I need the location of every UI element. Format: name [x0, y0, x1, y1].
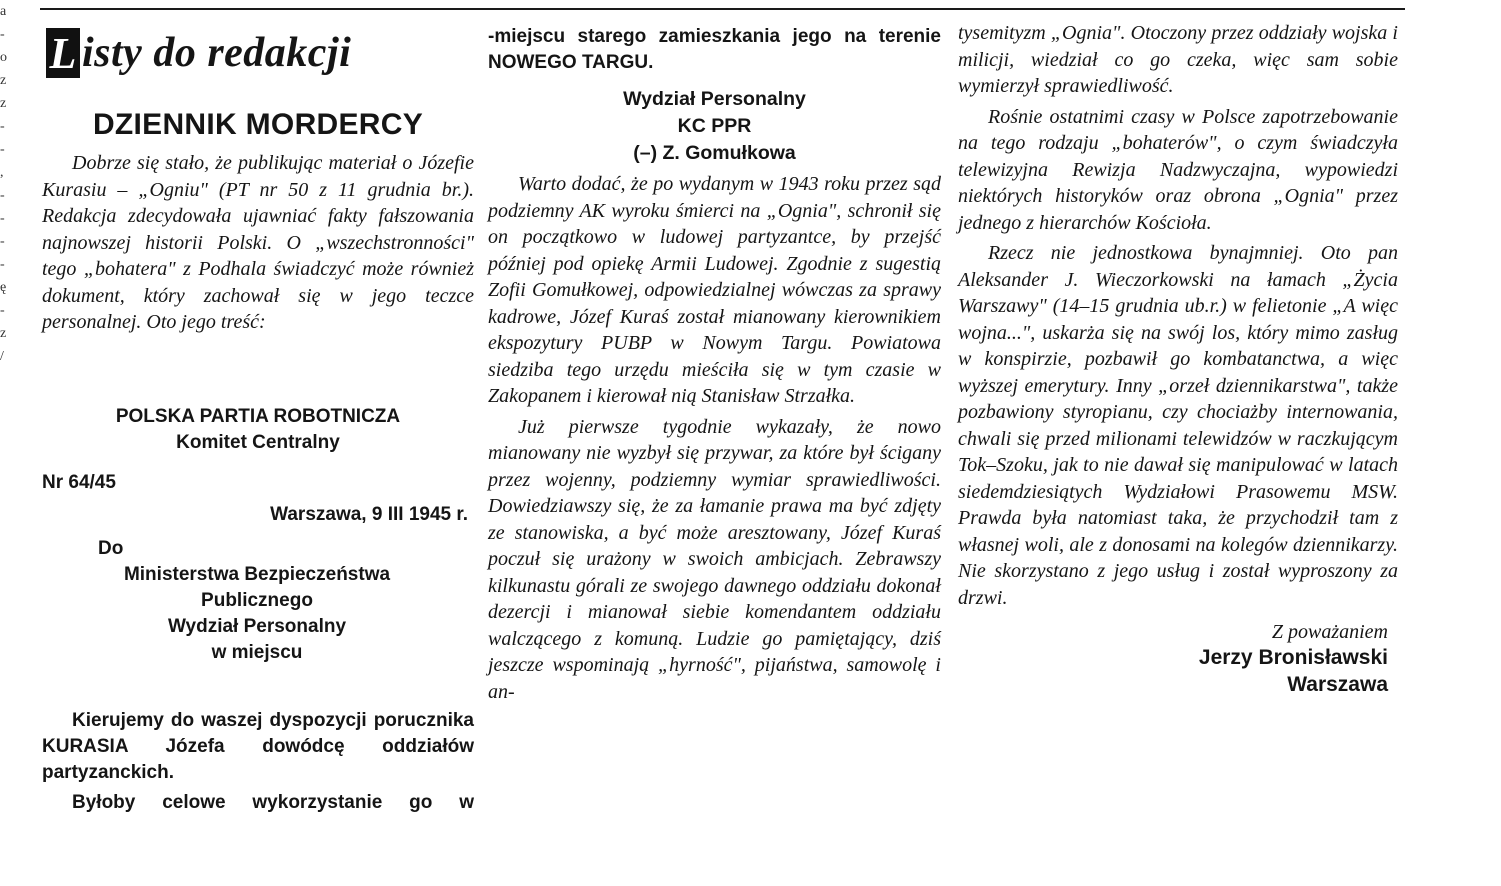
margin-fragment: - — [0, 27, 5, 42]
margin-fragment: - — [0, 119, 5, 134]
section-header — [46, 20, 474, 78]
paragraph: Rzecz nie jednostkowa bynajmniej. Oto pan Aleksander J. Wieczorkowski na łamach „Życia Warszawy" (14–15 grudnia ub.r.) w felietonie „A więc wojna...", uskarża się na swój los, który mimo zasług w konspirzie, pozbawił go kombatanctwa, a więc wyższej emerytury. Inny „orzeł dziennikarstwa", także pozbawiony styropianu, czy chociażby internowania, chwali się przed milionami telewidzów w raczkującym Tok–Szoku, jak to nie dawał się manipulować w latach siedemdziesiątych Wydziałowi Prasowemu MSW. Prawda była natomiast taka, że przychodził tam z własnej woli, ale z donosami na kolegów dziennikarzy. Nie skorzystano z jego usług i został wyproszony za drzwi. — [958, 242, 1398, 609]
document-committee: Komitet Centralny — [176, 431, 340, 453]
signature-line-1: Wydział Personalny — [623, 88, 806, 110]
margin-fragment: , — [0, 165, 4, 180]
document-number: Nr 64/45 — [42, 471, 116, 493]
margin-fragment: - — [0, 142, 5, 157]
margin-fragment: - — [0, 188, 5, 203]
document-body-2-continued: -miejscu starego zamieszkania jego na terenie NOWEGO TARGU. — [488, 26, 941, 73]
margin-fragment: z — [0, 73, 7, 88]
paragraph: tysemityzm „Ognia". Otoczony przez oddziały wojska i milicji, wiedział co go czeka, więc sam sobie wymierzył sprawiedliwość. — [958, 22, 1398, 97]
article-intro: Dobrze się stało, że publikując materiał o Józefie Kurasiu – „Ogniu" (PT nr 50 z 11 grudnia br.). Redakcja zdecydowała ujawniać fakty fałszowania najnowszej historii Polski. O „wszechstronności" tego „bohatera" z Podhala świadczyć może również dokument, który zachował się w jego teczce personalnej. Oto jego treść: — [42, 152, 474, 333]
signature-line-3: (–) Z. Gomułkowa — [633, 142, 796, 164]
section-title: isty do redakcji — [82, 30, 352, 76]
margin-fragment: - — [0, 234, 5, 249]
document-recipient-4: w miejscu — [211, 641, 303, 663]
column-3 — [958, 20, 1398, 698]
document-date: Warszawa, 9 III 1945 r. — [270, 503, 468, 525]
margin-fragment: - — [0, 303, 5, 318]
document-header — [42, 404, 474, 666]
document-body-1: Kierujemy do waszej dyspozycji porucznika KURASIA Józefa dowódcę oddziałów partyzanckich. — [42, 709, 474, 783]
author-name: Jerzy Bronisławski — [1198, 646, 1388, 669]
document-org: POLSKA PARTIA ROBOTNICZA — [115, 405, 401, 427]
margin-fragment: - — [0, 257, 5, 272]
article-title: DZIENNIK MORDERCY — [92, 108, 424, 141]
margin-fragment: o — [0, 50, 7, 65]
document-signature — [488, 86, 941, 167]
column-2 — [488, 20, 941, 709]
margin-fragment: z — [0, 326, 7, 341]
document-recipient-3: Wydział Personalny — [167, 615, 347, 637]
document-recipient-2: Publicznego — [201, 589, 313, 611]
document-body-2: Byłoby celowe wykorzystanie go w — [72, 791, 474, 813]
margin-fragment: a — [0, 4, 7, 19]
column-1 — [42, 20, 474, 820]
letter-closing: Z poważaniem — [1271, 621, 1388, 643]
signature-line-2: KC PPR — [677, 115, 752, 137]
document-recipient-1: Ministerstwa Bezpieczeństwa — [123, 563, 391, 585]
paragraph: Rośnie ostatnimi czasy w Polsce zapotrzebowanie na tego rodzaju „bohaterów", o czym świadczyła telewizyjna Rewizja Nadzwyczajna, wypowiedzi niektórych historyków oraz obrona „Ognia" przez jednego z hierarchów Kościoła. — [958, 105, 1398, 234]
document-to: Do — [98, 537, 124, 559]
margin-fragment: / — [0, 349, 4, 364]
section-initial: L — [46, 28, 80, 78]
margin-fragment: z — [0, 96, 7, 111]
paragraph: Już pierwsze tygodnie wykazały, że nowo mianowany nie wyzbył się przywar, za które był ścigany przez wojenny, podziemny wymiar sprawiedliwości. Dowiedziawszy się, że za łamanie prawa ma być zdjęty ze stanowiska, a być może aresztowany, Józef Kuraś poczuł się urażony w swoich ambicjach. Zebrawszy kilkunastu górali ze swojego dawnego oddziału dokonał dezercji i mianował siebie komendantem oddziału walczącego z komuną. Ludzie go pamiętający, dziś jeszcze wspominają „hyrność", pijaństwa, samowolę i an- — [488, 415, 941, 703]
margin-fragment: ę — [0, 280, 7, 295]
paragraph: Warto dodać, że po wydanym w 1943 roku przez sąd podziemny AK wyroku śmierci na „Ognia", schronił się on początkowo w ludowej partyzantce, by przejść później pod opiekę Armii Ludowej. Zgodnie z sugestią Zofii Gomułkowej, odpowiedzialnej wówczas za sprawy kadrowe, Józef Kuraś został mianowany kierownikiem ekspozytury PUBP w Nowym Targu. Powiatowa siedziba tego urzędu mieściła się w tym czasie w Zakopanem i kierował nią Stanisław Strzałka. — [488, 173, 941, 407]
margin-fragment: - — [0, 211, 5, 226]
top-rule — [40, 8, 1405, 10]
author-city: Warszawa — [1287, 673, 1388, 696]
clipped-margin-text — [0, 0, 14, 430]
